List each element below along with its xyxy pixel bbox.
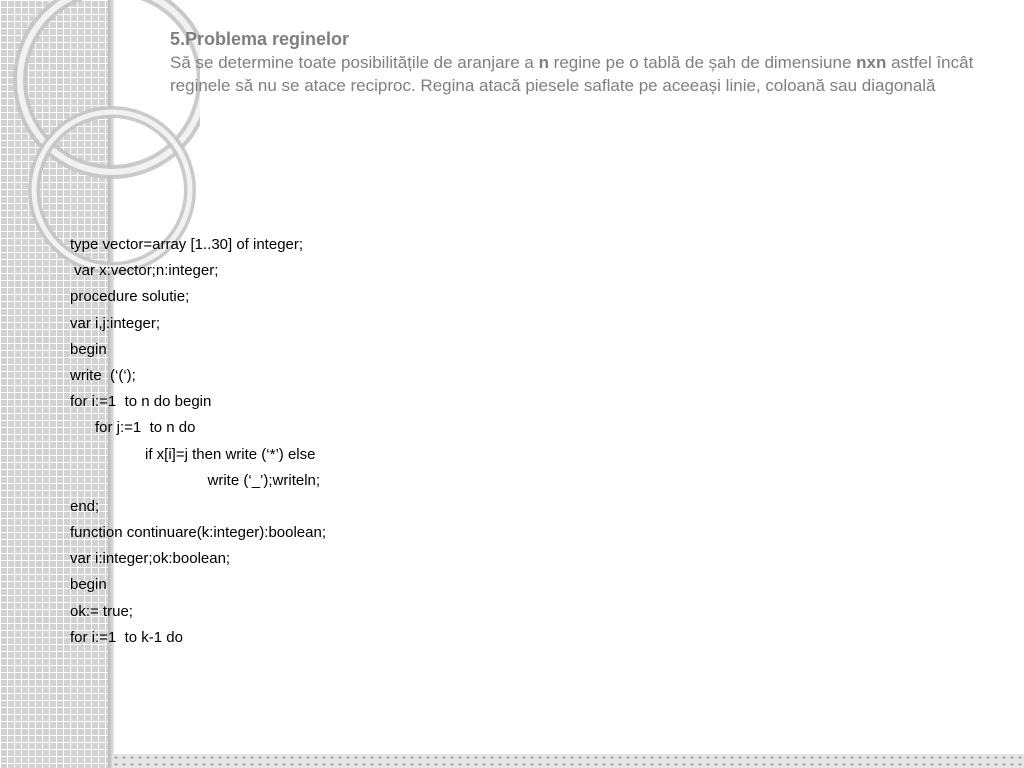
code-line: var i,j:integer;: [70, 314, 161, 332]
statement-part3: astfel încât reginele să nu se atace reciproc. Regina atacă piesele saflate pe aceeași linie, coloană sau diagonală: [170, 53, 974, 95]
code-line: var i:integer;ok:boolean;: [70, 550, 231, 568]
statement-part1: Să se determine toate posibilitățile de aranjare a: [170, 53, 539, 72]
problem-statement: [170, 51, 1000, 97]
code-line: end;: [70, 497, 100, 515]
code-line: for j:=1 to n do: [70, 419, 196, 437]
statement-part2: regine pe o tablă de șah de dimensiune: [548, 53, 857, 72]
code-line: begin: [70, 576, 107, 594]
code-line: ok:= true;: [70, 602, 133, 620]
statement-nxn: nxn: [856, 53, 887, 72]
code-line: for i:=1 to k-1 do: [70, 628, 183, 646]
code-line: function continuare(k:integer):boolean;: [70, 524, 326, 542]
slide-title-block: [170, 28, 1000, 97]
code-line: type vector=array [1..30] of integer;: [70, 236, 304, 253]
code-line: if x[i]=j then write (‘*’) else: [70, 445, 316, 463]
slide-heading: 5.Problema reginelor: [170, 29, 350, 49]
code-line: var x:vector;n:integer;: [70, 262, 219, 280]
bottom-dotted-border: [112, 754, 1024, 768]
statement-n: n: [538, 53, 549, 72]
code-line: begin: [70, 340, 107, 358]
code-line: procedure solutie;: [70, 288, 190, 306]
code-line: write (‘_’);writeln;: [70, 471, 321, 489]
code-line: for i:=1 to n do begin: [70, 393, 212, 411]
code-line: write (‘(‘);: [70, 366, 136, 384]
code-listing: [70, 232, 770, 651]
